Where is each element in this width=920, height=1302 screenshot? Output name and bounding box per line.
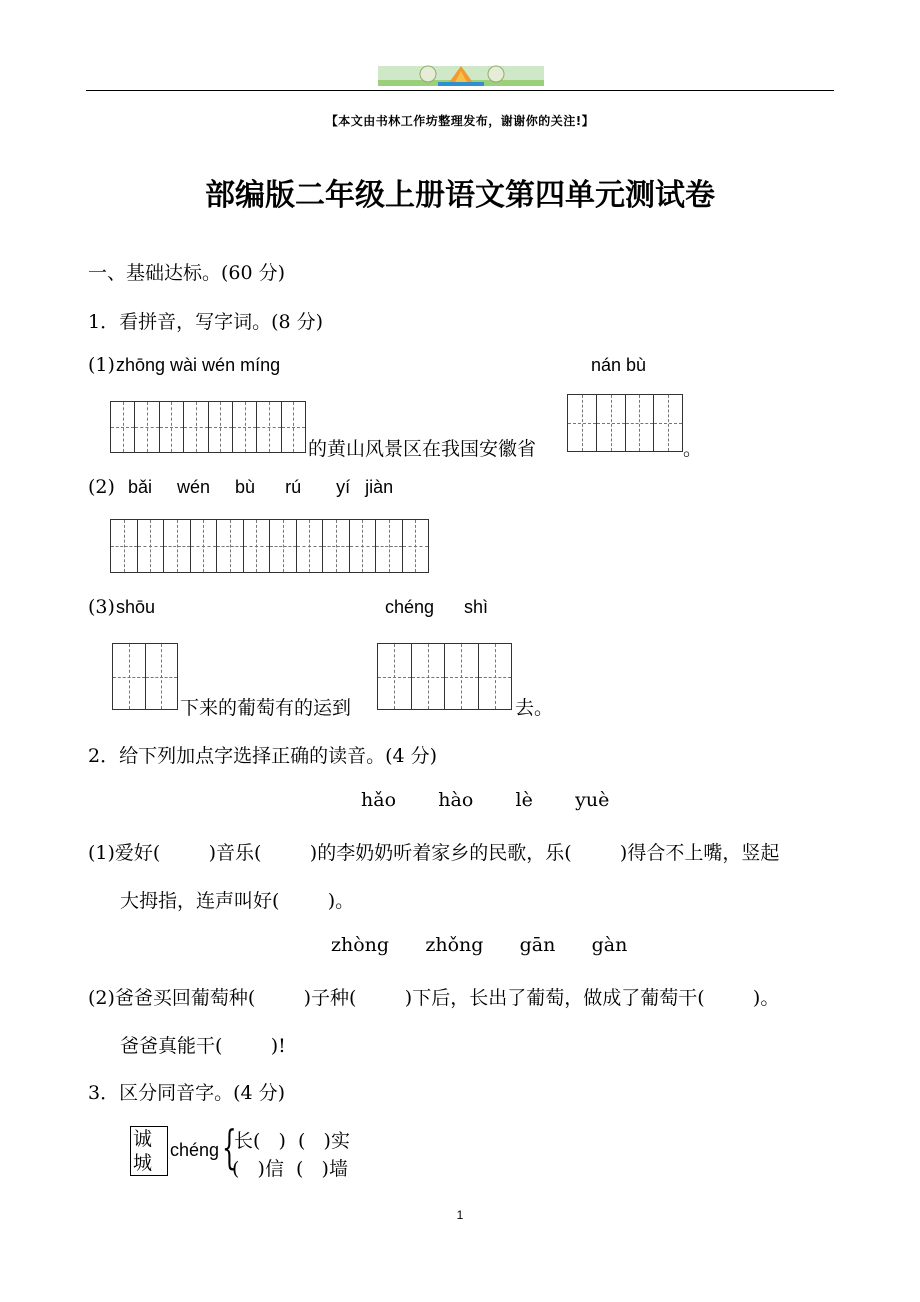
writing-grid-chengshi[interactable] xyxy=(377,643,512,710)
q3-row-1: 长( ) ( )实 xyxy=(234,1130,350,1152)
writing-grid-shou[interactable] xyxy=(112,643,178,710)
q2-part2-line2: 爸爸真能干( )! xyxy=(120,1035,286,1057)
q2-pinyin-options-2: zhòng zhǒng gān gàn xyxy=(331,934,628,956)
q1-part1-label: (1) xyxy=(88,354,115,376)
curly-brace: { xyxy=(222,1120,237,1174)
q1-part3-label: (3) xyxy=(88,596,115,618)
q2-part1-line1: (1)爱好( )音乐( )的李奶奶听着家乡的民歌，乐( )得合不上嘴，竖起 xyxy=(88,842,780,864)
source-notice: 【本文由书林工作坊整理发布，谢谢你的关注!】 xyxy=(325,114,595,128)
q2-pinyin-options-1: hǎo hào lè yuè xyxy=(361,789,610,811)
question-3-heading: 3．区分同音字。(4 分) xyxy=(88,1082,286,1104)
homophone-char-cheng-city: 城 xyxy=(133,1152,153,1174)
writing-grid-baiwenburuyijian[interactable] xyxy=(110,519,429,573)
homophone-chars-box xyxy=(130,1126,168,1176)
page-title: 部编版二年级上册语文第四单元测试卷 xyxy=(205,178,715,213)
question-1-heading: 1．看拼音，写字词。(8 分) xyxy=(88,311,324,333)
writing-grid-zhongwaiwenming[interactable] xyxy=(110,401,306,453)
header-rule xyxy=(86,90,834,91)
q1-part2-pinyin: bǎi wén bù rú yí jiàn xyxy=(128,477,394,497)
q1-part1-pinyin-b: nán bù xyxy=(591,355,647,375)
page-number: 1 xyxy=(456,1208,464,1222)
question-2-heading: 2．给下列加点字选择正确的读音。(4 分) xyxy=(88,745,438,767)
q1-part1-text: 的黄山风景区在我国安徽省 xyxy=(308,438,537,460)
q1-part3-end: 去。 xyxy=(515,697,554,719)
homophone-char-cheng-honest: 诚 xyxy=(133,1128,153,1150)
section-heading: 一、基础达标。(60 分) xyxy=(88,262,286,284)
q1-part1-pinyin-a: zhōng wài wén míng xyxy=(116,355,281,375)
q2-part1-line2: 大拇指，连声叫好( )。 xyxy=(120,890,355,912)
q2-part2-line1: (2)爸爸买回葡萄种( )子种( )下后，长出了葡萄，做成了葡萄干( )。 xyxy=(88,987,780,1009)
header-logo xyxy=(378,62,544,88)
q1-part1-end: 。 xyxy=(683,438,703,460)
q3-row-2: ( )信 ( )墙 xyxy=(232,1158,348,1180)
q1-part3-pinyin-b: chéng shì xyxy=(385,597,489,617)
q3-pinyin: chéng xyxy=(170,1140,220,1160)
q1-part3-pinyin-a: shōu xyxy=(116,597,156,617)
writing-grid-nanbu[interactable] xyxy=(567,394,683,452)
q1-part2-label: (2) xyxy=(88,476,115,498)
q1-part3-text: 下来的葡萄有的运到 xyxy=(180,697,352,719)
